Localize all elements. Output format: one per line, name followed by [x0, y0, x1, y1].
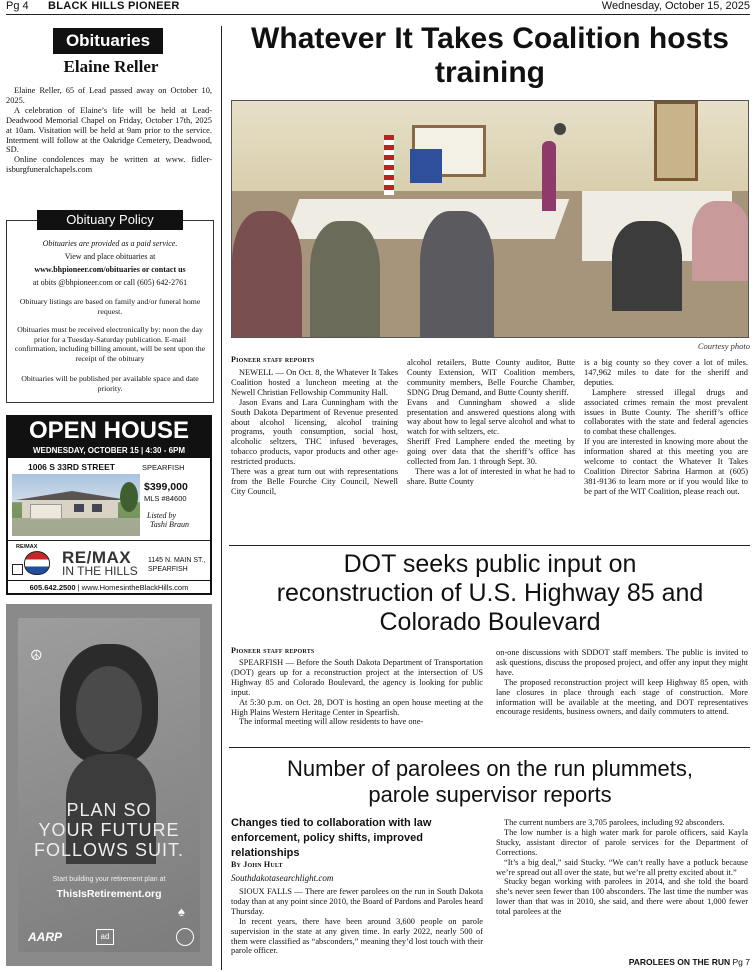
body-paragraph: alcohol retailers, Butte County auditor, Butte County Extension, WIT Coalition members, community members, Belle Fourche Chamber, SDNG Drug Demand, and Butte County sheriff. [407, 358, 575, 397]
open-house-ad[interactable] [6, 415, 212, 595]
aarp-q-icon: ☮ [30, 649, 43, 664]
ad-headline-line: PLAN SO [66, 800, 152, 820]
story1-headline: Whatever It Takes Coalition hosts training [251, 22, 729, 89]
body-paragraph: is a big county so they cover a lot of miles. 147,962 miles to date for the sheriff and deputies. [584, 358, 748, 387]
contact-separator: | [77, 583, 82, 592]
jump-page: Pg 7 [732, 957, 750, 967]
photo-person [612, 221, 682, 311]
listing-city: SPEARFISH [142, 463, 185, 472]
photo-person [420, 211, 494, 338]
photo-presenter [542, 141, 556, 211]
policy-body [11, 237, 209, 289]
policy-para: Obituary listings are based on family and/or funeral home request. [19, 297, 201, 316]
jump-label: PAROLEES ON THE RUN [628, 957, 731, 967]
body-paragraph: Jason Evans and Lara Cunningham with the South Dakota Department of Revenue presented about alcohol licensing, alcohol training programs, youth consumption, social host, alcoholic seltzers, THC infused beverages, tobacco products, vapor products and other age-restricted products. [231, 397, 398, 467]
policy-para: Obituaries must be received electronically by: noon the day prior for a Tuesday-Saturday publication. E-mail confirmation, including billing amount, will be sent upon the receipt of the obituary [14, 325, 206, 363]
ad-council-badge: ad [96, 929, 114, 945]
listing-mls: MLS #84600 [144, 494, 187, 503]
body-paragraph: SPEARFISH — Before the South Dakota Department of Transportation (DOT) gears up for a reconstruction project at the intersection of US Highway 85 and Colorado Boulevard, the agency is looking for public input. [231, 658, 483, 697]
obituary-paragraph: A celebration of Elaine’s life will be held at Lead-Deadwood Memorial Chapel on Friday, October 17th, 2025 at 10am. Visitation will be held at 9am prior to the service. Interment will follow at the Oakridge Cemetery, Deadwood, SD. [6, 105, 212, 155]
policy-link[interactable]: www.bhpioneer.com/obituaries or contact us [34, 265, 186, 274]
story2-byline: Pioneer staff reports [231, 646, 315, 655]
body-paragraph: If you are interested in knowing more about the information shared at this meeting you are welcome to contact the Whatever It Takes Coalition Director Sabrina Harmon at (605) 381-9136 to learn more or if you would like to be part of the WIT Coalition, please reach out. [584, 437, 748, 496]
issue-date: Wednesday, October 15, 2025 [601, 0, 750, 12]
story1-col3 [584, 358, 748, 497]
photo-person [692, 201, 749, 281]
office-phone[interactable]: 605.642.2500 [29, 583, 76, 592]
equal-housing-icon [12, 564, 23, 575]
body-paragraph: Lamphere stressed illegal drugs and associated crimes remain the most prevalent issues in Butte County. The sheriff’s office collaborates with the state and federal agencies to combat these challenges. [584, 387, 748, 437]
body-paragraph: The proposed reconstruction project will keep Highway 85 open, with lane closures in place through each stage of construction. More information will be available at the meeting, and DOT representatives encourage residents, business owners, and daily commuters to attend. [496, 677, 748, 717]
driveway [12, 518, 140, 536]
story2-col1 [231, 658, 483, 727]
policy-line: Obituaries are provided as a paid service. [42, 239, 178, 248]
open-house-when: WEDNESDAY, OCTOBER 15 | 4:30 - 6PM [8, 444, 210, 458]
story1-byline: Pioneer staff reports [231, 355, 315, 364]
ad-divider [8, 540, 210, 541]
house-photo [12, 474, 140, 536]
open-house-title: OPEN HOUSE [8, 417, 210, 444]
listing-price: $399,000 [144, 481, 188, 493]
photo-person [232, 211, 302, 338]
remax-brand-sub: IN THE HILLS [62, 564, 138, 578]
body-paragraph: The informal meeting will allow residents to have one- [239, 717, 424, 727]
remax-balloon-shape [24, 551, 50, 575]
story2-headline: DOT seeks public input on reconstruction of U.S. Highway 85 and Colorado Boulevard [276, 550, 704, 636]
listed-by-label: Listed by [147, 511, 177, 520]
ad-headline-line: FOLLOWS SUIT. [33, 840, 185, 860]
jump-line[interactable] [629, 957, 750, 967]
remax-balloon-icon [12, 544, 50, 574]
obituary-policy-box [6, 212, 214, 403]
photo-clock [554, 123, 566, 135]
aarp-ad[interactable] [6, 604, 212, 966]
paper-name: BLACK HILLS PIONEER [48, 0, 180, 12]
body-paragraph: Sheriff Fred Lamphere ended the meeting by going over data that the sheriff’s office has collected from Jan. 1 through Sept. 30. [407, 437, 575, 467]
heart-icon: ♠ [178, 904, 185, 919]
body-paragraph: In recent years, there have been around 3,600 people on parole supervision in the state at any given time. In early 2022, nearly 500 of them were classified as “absconders,” meaning they’d lost touch with their parole officer. [231, 916, 483, 956]
obituaries-label: Obituaries [53, 28, 163, 54]
story3-headline: Number of parolees on the run plummets, parole supervisor reports [287, 756, 693, 807]
office-website[interactable]: www.HomesintheBlackHills.com [81, 583, 189, 592]
story3-source: Southdakotasearchlight.com [231, 873, 334, 883]
header-rule [6, 14, 750, 15]
woman-face [76, 666, 142, 752]
tree [120, 482, 138, 512]
listing-agent: Tashi Braun [150, 520, 190, 529]
house-roof [16, 491, 128, 500]
story3-byline: By John Hult [231, 860, 283, 869]
body-paragraph: The current numbers are 3,705 parolees, including 92 absconders. [504, 818, 725, 827]
story3-col1 [231, 887, 483, 956]
policy-line: View and place obituaries at [64, 252, 156, 261]
obituary-name: Elaine Reller [63, 57, 159, 76]
body-paragraph: There was a great turn out with representations from the Belle Fourche City Council, Newell City Council, [231, 467, 398, 496]
photo-screen [410, 149, 442, 183]
ad-headline [6, 800, 212, 860]
house-window [92, 504, 102, 512]
obituary-text [6, 86, 212, 175]
column-divider [221, 26, 222, 970]
body-paragraph: SIOUX FALLS — There are fewer parolees on the run in South Dakota today than at any point since 2010, the Board of Pardons and Paroles heard Thursday. [231, 887, 483, 916]
body-paragraph: There was a lot of interested in what he had to share. Butte County [407, 466, 575, 486]
obituary-paragraph: Online condolences may be written at www. fidler-isburgfuneralchapels.com [6, 155, 212, 175]
story-divider [229, 747, 750, 748]
obituary-paragraph: Elaine Reller, 65 of Lead passed away on October 10, 2025. [6, 86, 212, 105]
story1-col1 [231, 368, 398, 497]
photo-flag [384, 135, 394, 195]
contact-line [8, 580, 210, 594]
policy-line: at obits @bhpioneer.com or call (605) 642-2761 [32, 278, 188, 287]
page-number: Pg 4 [6, 0, 29, 12]
office-address-1: 1145 N. MAIN ST., [148, 557, 206, 564]
photo-door [654, 101, 698, 181]
body-paragraph: At 5:30 p.m. on Oct. 28, DOT is hosting an open house meeting at the High Plains Western Heritage Center in Spearfish. [231, 697, 483, 717]
story-divider [229, 545, 750, 546]
story1-photo [231, 100, 749, 338]
house-window [74, 504, 84, 512]
photo-caption: Courtesy photo [697, 341, 750, 351]
body-paragraph: “It’s a big deal,” said Stucky. “We can’t really have a potluck because we’re spread out all over the state, but we’re all pretty excited about it.” [496, 857, 748, 877]
ad-headline-line: YOUR FUTURE [38, 820, 180, 840]
aarp-logo: AARP [28, 930, 63, 944]
remax-small-label: RE/MAX [16, 544, 38, 550]
body-paragraph: Stucky began working with parolees in 2014, and she told the board she’s never seen fewer than 100 absconders. The last time the number was lower than that was in 2010, she said, and there were about 1,000 fewer total parolees at the [496, 877, 748, 917]
body-paragraph: on-one discussions with SDDOT staff members. The public is invited to ask questions, discuss the proposed project, and offer any input they might have. [496, 648, 748, 677]
photo-person [310, 221, 380, 338]
story1-col2 [407, 358, 575, 487]
policy-title: Obituary Policy [37, 210, 183, 230]
ad-subtext: Start building your retirement plan at [52, 876, 166, 883]
body-paragraph: The low number is a high water mark for parole officers, said Kayla Stucky, assistant director of parole services for the Department of Corrections. [496, 827, 748, 857]
body-paragraph: NEWELL — On Oct. 8, the Whatever It Takes Coalition hosted a luncheon meeting at the Newell Christian Fellowship Community Hall. [231, 368, 398, 397]
ad-url[interactable]: ThisIsRetirement.org [56, 888, 162, 900]
story2-col2 [496, 648, 748, 717]
body-paragraph: Evans and Cunningham showed a slide presentation and answered questions along with way about how to legal serve alcohol and what to watch for with seltzers, etc. [407, 397, 575, 437]
story3-col2 [496, 818, 748, 917]
listing-address: 1006 S 33RD STREET [28, 462, 115, 472]
story3-subhead: Changes tied to collaboration with law enforcement, policy shifts, improved relationships [231, 817, 432, 859]
circle-logo-icon [176, 928, 194, 946]
office-address-2: SPEARFISH [148, 566, 188, 573]
remax-brand: RE/MAX [62, 548, 132, 567]
policy-para: Obituaries will be published per available space and date priority. [21, 374, 199, 393]
